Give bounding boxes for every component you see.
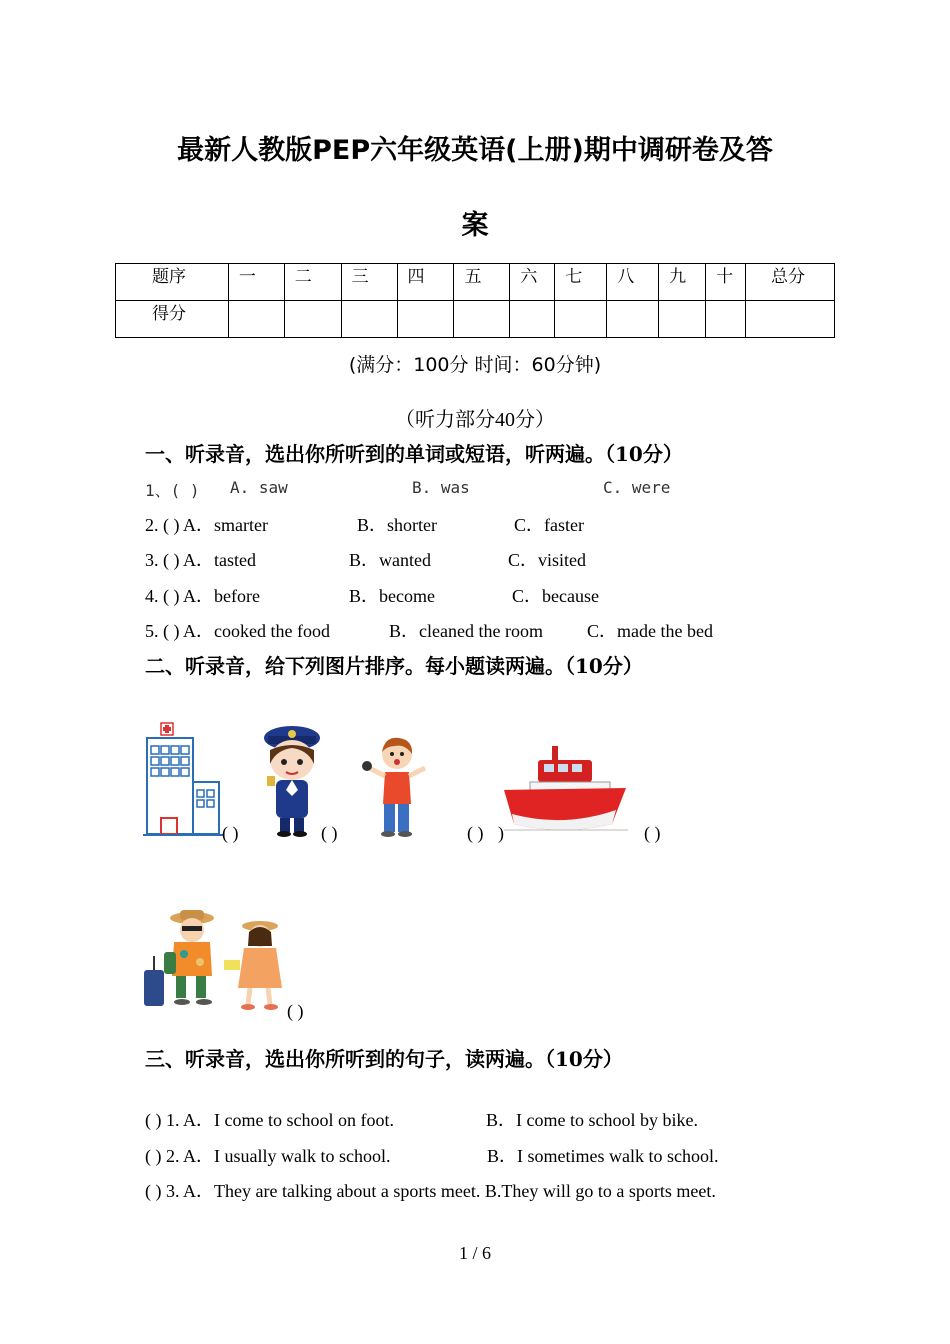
q2-option-c[interactable]: C．faster	[514, 515, 584, 535]
answer-blank[interactable]: ( )	[644, 823, 661, 843]
q4-option-b[interactable]: B．become	[349, 586, 435, 606]
table-cell: 八	[607, 264, 659, 301]
score-table-score-row	[116, 301, 835, 338]
answer-blank[interactable]: ( )	[467, 823, 484, 843]
score-input-cell[interactable]	[397, 301, 454, 338]
q1-option-a[interactable]: A. saw	[230, 478, 288, 497]
score-input-cell[interactable]	[510, 301, 555, 338]
q5-option-c[interactable]: C．made the bed	[587, 621, 713, 641]
s3-q3-options[interactable]: ( ) 3. A．They are talking about a sports meet. B.They will go to a sports meet.	[145, 1181, 716, 1201]
travelers-picture	[140, 906, 290, 1016]
q3-option-c[interactable]: C．visited	[508, 550, 587, 570]
score-input-cell[interactable]	[607, 301, 659, 338]
section-2-heading: 二、听录音，给下列图片排序。每小题读两遍。（10分）	[145, 654, 643, 678]
q4-stem[interactable]: 4. ( ) A．before	[145, 586, 260, 606]
s3-q2-option-a[interactable]: ( ) 2. A．I usually walk to school.	[145, 1146, 391, 1166]
answer-blank[interactable]: ( )	[287, 1001, 304, 1021]
answer-blank[interactable]: ( )	[321, 823, 338, 843]
table-cell: 十	[706, 264, 746, 301]
exam-info: (满分：100分 时间：60分钟)	[348, 354, 602, 376]
q3-option-b[interactable]: B．wanted	[349, 550, 431, 570]
q4-option-c[interactable]: C．because	[512, 586, 599, 606]
answer-blank-close: )	[498, 823, 504, 843]
q5-stem[interactable]: 5. ( ) A．cooked the food	[145, 621, 330, 641]
section-3-heading: 三、听录音，选出你所听到的句子，读两遍。（10分）	[145, 1047, 623, 1071]
score-input-cell[interactable]	[341, 301, 397, 338]
score-input-cell[interactable]	[284, 301, 341, 338]
q3-stem[interactable]: 3. ( ) A．tasted	[145, 550, 256, 570]
s3-q2-option-b[interactable]: B．I sometimes walk to school.	[487, 1146, 719, 1166]
table-cell: 九	[659, 264, 706, 301]
q1-option-b[interactable]: B. was	[412, 478, 470, 497]
q2-option-b[interactable]: B．shorter	[357, 515, 437, 535]
score-input-cell[interactable]	[746, 301, 835, 338]
score-input-cell[interactable]	[228, 301, 284, 338]
hospital-picture	[143, 720, 223, 838]
q1-number: 1、( )	[145, 481, 200, 500]
score-input-cell[interactable]	[659, 301, 706, 338]
policewoman-picture	[258, 720, 326, 838]
q1-option-c[interactable]: C. were	[603, 478, 671, 497]
section-1-heading: 一、听录音，选出你所听到的单词或短语，听两遍。（10分）	[145, 442, 683, 466]
score-table-header-row	[116, 264, 835, 301]
table-cell: 二	[284, 264, 341, 301]
table-cell: 五	[454, 264, 510, 301]
s3-q1-option-b[interactable]: B．I come to school by bike.	[486, 1110, 698, 1130]
answer-blank[interactable]: ( )	[222, 823, 239, 843]
table-cell: 得分	[116, 301, 229, 338]
q2-stem[interactable]: 2. ( ) A．smarter	[145, 515, 268, 535]
table-cell: 六	[510, 264, 555, 301]
table-cell: 题序	[116, 264, 229, 301]
s3-q1-option-a[interactable]: ( ) 1. A．I come to school on foot.	[145, 1110, 394, 1130]
score-input-cell[interactable]	[454, 301, 510, 338]
table-cell: 一	[228, 264, 284, 301]
boat-picture	[500, 742, 630, 838]
table-cell: 三	[341, 264, 397, 301]
table-cell: 七	[555, 264, 607, 301]
q5-option-b[interactable]: B．cleaned the room	[389, 621, 543, 641]
title-line-1: 最新人教版PEP六年级英语(上册)期中调研卷及答	[177, 135, 773, 166]
table-cell: 四	[397, 264, 454, 301]
singing-boy-picture	[355, 734, 433, 838]
score-input-cell[interactable]	[706, 301, 746, 338]
page-number: 1 / 6	[458, 1243, 491, 1263]
score-input-cell[interactable]	[555, 301, 607, 338]
score-table	[115, 263, 835, 338]
table-cell: 总分	[746, 264, 835, 301]
title-line-2: 案	[461, 210, 489, 241]
listening-part-label: （听力部分40分）	[395, 409, 555, 431]
